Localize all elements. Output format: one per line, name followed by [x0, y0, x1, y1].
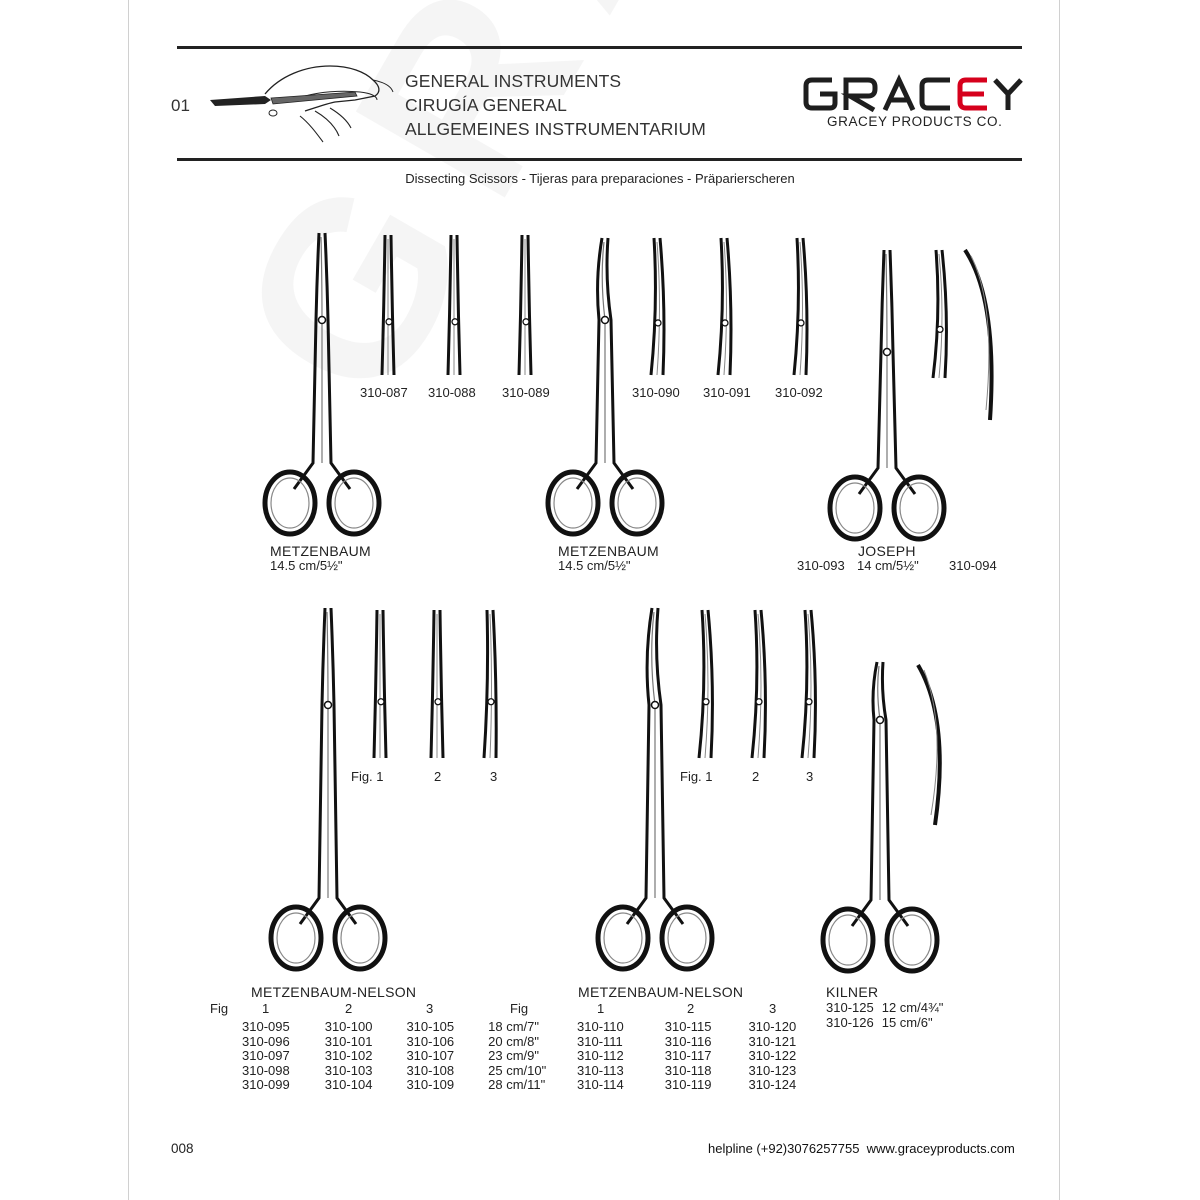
instrument-name: METZENBAUM-NELSON — [578, 984, 744, 1000]
pivot-screw — [435, 699, 441, 705]
metzenbaum-nelson-curved-scissors — [627, 608, 652, 924]
finger-ring — [829, 915, 867, 965]
pivot-screw — [877, 717, 884, 724]
kilner-scissors — [882, 662, 908, 926]
table-cell: 310-108 — [406, 1062, 455, 1078]
blade-detail — [942, 250, 946, 378]
pivot-screw — [386, 319, 392, 325]
table-row — [242, 1064, 546, 1079]
finger-ring — [271, 907, 321, 969]
table-cell: 310-099 — [242, 1077, 290, 1092]
blade-detail — [490, 614, 492, 758]
fig-label: 2 — [434, 769, 442, 784]
kilner-scissors — [878, 666, 880, 900]
blade-detail — [727, 238, 731, 375]
finger-ring — [612, 472, 662, 534]
blade-detail — [651, 238, 655, 375]
fig-label: 3 — [806, 769, 814, 784]
table-cell: 23 cm/9" — [488, 1048, 540, 1063]
blade-detail — [374, 610, 377, 758]
table-cell: 310-119 — [664, 1077, 712, 1092]
table-cell: 310-126 — [826, 1014, 874, 1030]
finger-ring — [329, 472, 379, 534]
fig-header: 2 — [687, 1001, 695, 1016]
table-cell: 310-123 — [748, 1062, 797, 1078]
product-code: 310-089 — [502, 385, 550, 400]
product-code: 310-093 — [797, 558, 845, 573]
blade-detail — [699, 610, 704, 758]
fig-header: 1 — [597, 1001, 605, 1016]
table-cell: 310-115 — [664, 1019, 712, 1034]
finger-ring — [900, 483, 938, 533]
blade-detail — [724, 242, 727, 375]
table-row — [242, 1078, 546, 1093]
blade-detail — [448, 235, 451, 375]
section-number: 01 — [171, 96, 190, 115]
pivot-screw — [452, 319, 458, 325]
helpline: helpline (+92)3076257755 www.graceyproducts.com — [708, 1141, 1015, 1156]
table-cell: 310-107 — [406, 1048, 455, 1063]
blade-detail — [918, 665, 940, 825]
title-es: CIRUGÍA GENERAL — [405, 95, 567, 115]
table-cell: 310-100 — [324, 1019, 373, 1034]
fig-label: 2 — [752, 769, 760, 784]
finger-ring — [335, 478, 373, 528]
finger-ring — [894, 477, 944, 539]
finger-ring — [823, 909, 873, 971]
table-cell: 20 cm/8" — [488, 1033, 540, 1049]
blade-detail — [383, 610, 386, 758]
table-cell: 310-098 — [242, 1062, 290, 1078]
title-de: ALLGEMEINES INSTRUMENTARIUM — [405, 119, 706, 139]
finger-ring — [618, 478, 656, 528]
blade-detail — [761, 610, 765, 758]
metzenbaum-nelson-straight-scissors — [327, 612, 328, 898]
blade-detail — [718, 238, 722, 375]
table-cell: 310-113 — [577, 1062, 624, 1078]
blade-detail — [933, 250, 938, 378]
code-table — [826, 1001, 943, 1030]
metzenbaum-nelson-straight-scissors — [300, 608, 325, 924]
blade-detail — [811, 610, 815, 758]
finger-ring — [668, 913, 706, 963]
instrument-size: 14.5 cm/5½" — [558, 558, 631, 573]
table-row — [242, 1049, 546, 1064]
page-number: 008 — [171, 1141, 194, 1156]
kilner-scissors — [852, 662, 877, 926]
table-cell: 25 cm/10" — [488, 1062, 547, 1078]
table-cell: 310-121 — [748, 1033, 797, 1049]
table-cell: 310-110 — [577, 1019, 624, 1034]
code-table — [242, 1020, 546, 1093]
finger-ring — [554, 478, 592, 528]
table-cell: 12 cm/4¾" — [881, 1000, 944, 1015]
metzenbaum-straight-scissors — [325, 233, 350, 489]
table-row — [826, 1001, 943, 1016]
blade-detail — [803, 238, 807, 375]
metzenbaum-straight-scissors — [321, 237, 322, 463]
blade-detail — [382, 235, 385, 375]
table-cell: 310-097 — [242, 1048, 290, 1063]
table-cell: 310-114 — [577, 1077, 624, 1092]
joseph-scissors — [859, 250, 884, 494]
table-cell: 310-102 — [324, 1048, 373, 1063]
finger-ring — [341, 913, 379, 963]
pivot-screw — [722, 320, 728, 326]
finger-ring — [662, 907, 712, 969]
metzenbaum-nelson-straight-scissors — [331, 608, 356, 924]
instrument-name: METZENBAUM-NELSON — [251, 984, 417, 1000]
blade-detail — [457, 235, 460, 375]
finger-ring — [836, 483, 874, 533]
blade-detail — [758, 614, 761, 758]
table-cell: 310-125 — [826, 1000, 874, 1015]
page-subtitle: Dissecting Scissors - Tijeras para preparaciones - Präparierscheren — [405, 171, 795, 186]
fig-header: Fig — [210, 1001, 229, 1016]
metzenbaum-nelson-curved-scissors — [652, 612, 655, 898]
table-cell: 310-122 — [748, 1048, 797, 1063]
fig-header: 3 — [426, 1001, 434, 1016]
table-cell: 310-104 — [324, 1077, 373, 1092]
pivot-screw — [703, 699, 709, 705]
table-cell: 310-117 — [664, 1048, 712, 1063]
blade-detail — [657, 242, 660, 375]
pivot-screw — [325, 702, 332, 709]
pivot-screw — [798, 320, 804, 326]
blade-detail — [705, 614, 708, 758]
joseph-scissors — [886, 254, 887, 468]
fig-label: Fig. 1 — [680, 769, 713, 784]
blade-detail — [794, 238, 798, 375]
finger-ring — [548, 472, 598, 534]
pivot-screw — [378, 699, 384, 705]
table-cell: 310-096 — [242, 1033, 290, 1049]
table-cell: 310-120 — [748, 1019, 797, 1034]
code-table — [577, 1020, 796, 1093]
blade-detail — [708, 610, 712, 758]
finger-ring — [265, 472, 315, 534]
finger-ring — [893, 915, 931, 965]
blade-detail — [660, 238, 664, 375]
table-row — [577, 1020, 796, 1035]
instrument-name: METZENBAUM — [558, 543, 659, 559]
brand-company: GRACEY PRODUCTS CO. — [827, 114, 1003, 129]
product-code: 310-091 — [703, 385, 751, 400]
finger-ring — [335, 907, 385, 969]
blade-detail — [971, 256, 989, 410]
blade-detail — [391, 235, 394, 375]
blade-detail — [808, 614, 811, 758]
blade-detail — [519, 235, 522, 375]
pivot-screw — [806, 699, 812, 705]
table-row — [577, 1078, 796, 1093]
instrument-size: 14.5 cm/5½" — [270, 558, 343, 573]
metzenbaum-curved-scissors — [607, 238, 633, 489]
table-cell: 15 cm/6" — [881, 1014, 933, 1030]
pivot-screw — [937, 326, 943, 332]
table-row — [242, 1035, 546, 1050]
fig-header: 1 — [262, 1001, 270, 1016]
pivot-screw — [884, 349, 891, 356]
metzenbaum-straight-scissors — [294, 233, 319, 489]
metzenbaum-curved-scissors — [577, 238, 602, 489]
blade-detail — [440, 610, 443, 758]
product-code: 310-088 — [428, 385, 476, 400]
table-cell: 310-112 — [577, 1048, 624, 1063]
product-code: 310-092 — [775, 385, 823, 400]
table-row — [577, 1049, 796, 1064]
blade-detail — [939, 254, 942, 378]
title-en: GENERAL INSTRUMENTS — [405, 71, 622, 91]
finger-ring — [604, 913, 642, 963]
blade-detail — [800, 242, 803, 375]
pivot-screw — [319, 317, 326, 324]
instrument-name: KILNER — [826, 984, 879, 1000]
instrument-size: 14 cm/5½" — [857, 558, 919, 573]
table-cell: 310-109 — [406, 1077, 455, 1092]
table-row — [242, 1020, 546, 1035]
table-cell: 310-105 — [406, 1019, 455, 1034]
pivot-screw — [523, 319, 529, 325]
table-cell: 310-103 — [324, 1062, 373, 1078]
finger-ring — [830, 477, 880, 539]
fig-header: 2 — [345, 1001, 353, 1016]
blade-detail — [924, 670, 937, 815]
fig-label: Fig. 1 — [351, 769, 384, 784]
blade-detail — [802, 610, 807, 758]
table-row — [826, 1016, 943, 1031]
blade-detail — [528, 235, 531, 375]
table-cell: 310-106 — [406, 1033, 455, 1049]
joseph-scissors — [890, 250, 915, 494]
product-code: 310-094 — [949, 558, 997, 573]
table-cell: 310-101 — [324, 1033, 373, 1049]
table-row — [577, 1035, 796, 1050]
pivot-screw — [602, 317, 609, 324]
pivot-screw — [488, 699, 494, 705]
finger-ring — [271, 478, 309, 528]
fig-header: Fig — [510, 1001, 529, 1016]
blade-detail — [493, 610, 496, 758]
pivot-screw — [652, 702, 659, 709]
instrument-name: JOSEPH — [858, 543, 916, 559]
instrument-name: METZENBAUM — [270, 543, 371, 559]
table-cell: 18 cm/7" — [488, 1019, 540, 1034]
blade-detail — [431, 610, 434, 758]
table-cell: 310-124 — [748, 1077, 797, 1092]
table-cell: 310-116 — [664, 1033, 712, 1049]
product-code: 310-090 — [632, 385, 680, 400]
table-cell: 310-118 — [664, 1062, 712, 1078]
table-row — [577, 1064, 796, 1079]
table-cell: 28 cm/11" — [488, 1077, 546, 1092]
product-code: 310-087 — [360, 385, 408, 400]
fig-header: 3 — [769, 1001, 777, 1016]
pivot-screw — [655, 320, 661, 326]
finger-ring — [277, 913, 315, 963]
blade-detail — [752, 610, 757, 758]
table-cell: 310-111 — [577, 1033, 623, 1049]
fig-label: 3 — [490, 769, 498, 784]
table-cell: 310-095 — [242, 1019, 290, 1034]
pivot-screw — [756, 699, 762, 705]
metzenbaum-nelson-curved-scissors — [657, 608, 683, 924]
metzenbaum-curved-scissors — [602, 242, 605, 463]
blade-detail — [484, 610, 488, 758]
finger-ring — [598, 907, 648, 969]
finger-ring — [887, 909, 937, 971]
